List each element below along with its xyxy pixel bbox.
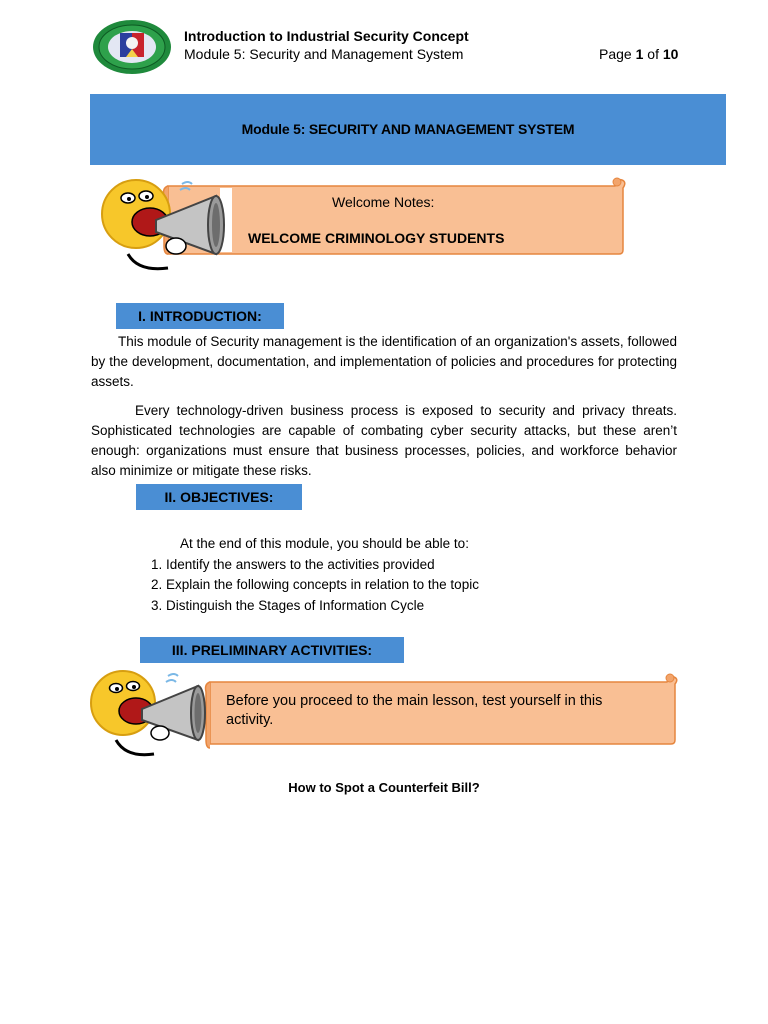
- objectives-lead: At the end of this module, you should be able to:: [180, 536, 469, 551]
- preliminary-heading: III. PRELIMINARY ACTIVITIES:: [140, 637, 404, 663]
- school-seal-logo: [92, 19, 172, 75]
- objective-item: 3. Distinguish the Stages of Information Cycle: [151, 597, 425, 613]
- objective-item: 1. Identify the answers to the activities provided: [151, 556, 435, 572]
- document-title: Introduction to Industrial Security Concept: [184, 28, 469, 44]
- preliminary-note: Before you proceed to the main lesson, test yourself in this activity.: [226, 693, 603, 728]
- introduction-paragraph-1: This module of Security management is the identification of an organization's assets, followed by the development, documentation, and implementation of policies and procedures for protecting assets.: [91, 334, 677, 389]
- introduction-heading: I. INTRODUCTION:: [116, 303, 284, 329]
- document-subtitle: Module 5: Security and Management System: [184, 46, 464, 62]
- page-prefix: Page: [599, 46, 636, 62]
- page-indicator: [599, 46, 678, 62]
- objectives-body: [151, 534, 551, 616]
- activity-caption: How to Spot a Counterfeit Bill?: [288, 780, 480, 795]
- shouting-emoji-megaphone-icon: [88, 668, 214, 758]
- module-banner-text: Module 5: SECURITY AND MANAGEMENT SYSTEM: [241, 121, 575, 137]
- introduction-paragraph-2: Every technology-driven business process is exposed to security and privacy threats. Sophisticated technologies are capable of combating cyber security attacks, but these aren’t enough: organizations must ensure that business processes, policies, and workforce behavior also minimize or mitigate these risks.: [91, 403, 677, 478]
- page-current: 1: [635, 46, 644, 62]
- module-banner: [90, 94, 726, 165]
- welcome-label: Welcome Notes:: [332, 194, 435, 210]
- welcome-heading: WELCOME CRIMINOLOGY STUDENTS: [248, 230, 505, 246]
- page-of: of: [643, 46, 663, 62]
- objective-item: 2. Explain the following concepts in relation to the topic: [151, 577, 479, 592]
- page-total: 10: [662, 46, 679, 62]
- introduction-body: [91, 332, 677, 490]
- objectives-heading: II. OBJECTIVES:: [136, 484, 302, 510]
- shouting-emoji-megaphone-icon: [98, 176, 234, 272]
